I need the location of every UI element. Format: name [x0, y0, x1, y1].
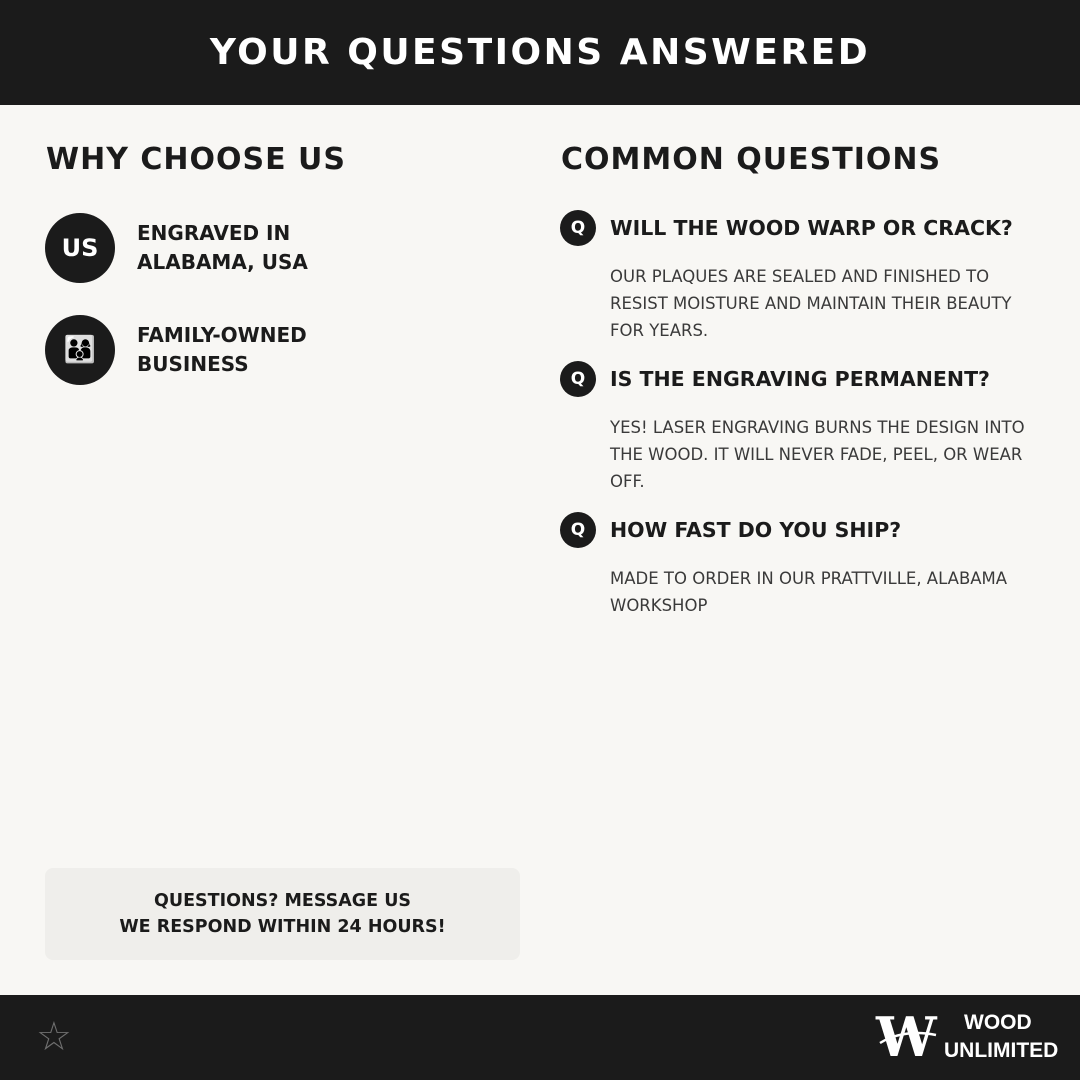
- contact-response-line: WE RESPOND WITHIN 24 HOURS!: [119, 917, 446, 937]
- faq-answer: OUR PLAQUES ARE SEALED AND FINISHED TO RESIST MOISTURE AND MAINTAIN THEIR BEAUTY FOR YEARS.: [610, 267, 1012, 340]
- logo-swoosh-icon: [878, 1029, 938, 1049]
- common-questions-heading: COMMON QUESTIONS: [561, 142, 942, 177]
- faq-question: IS THE ENGRAVING PERMANENT?: [610, 367, 990, 391]
- faq-item: [560, 361, 1040, 495]
- wood-unlimited-logo: [876, 1005, 1059, 1069]
- faq-answer: MADE TO ORDER IN OUR PRATTVILLE, ALABAMA WORKSHOP: [610, 569, 1008, 615]
- question-icon: Q: [560, 512, 596, 548]
- faq-question: WILL THE WOOD WARP OR CRACK?: [610, 216, 1013, 240]
- faq-item: [560, 512, 1040, 619]
- faq-question-row: [560, 361, 1040, 397]
- logo-wordmark: [944, 1009, 1058, 1065]
- question-icon: Q: [560, 361, 596, 397]
- feature-family-owned: [45, 315, 437, 385]
- header-bar: [0, 0, 1080, 105]
- logo-w-mark: W: [876, 1005, 937, 1069]
- logo-word-wood: WOOD: [964, 1011, 1032, 1034]
- feature-label: [137, 219, 437, 277]
- feature-label-line: ENGRAVED IN: [137, 221, 291, 245]
- contact-message-line: QUESTIONS? MESSAGE US: [153, 891, 412, 911]
- page-title: YOUR QUESTIONS ANSWERED: [209, 32, 871, 73]
- feature-label-line: BUSINESS: [137, 352, 249, 376]
- footer-bar: [0, 995, 1080, 1080]
- family-icon: 👨‍👩‍👦: [45, 315, 115, 385]
- faq-answer: YES! LASER ENGRAVING BURNS THE DESIGN INTO THE WOOD. IT WILL NEVER FADE, PEEL, OR WEAR OFF.: [610, 418, 1025, 491]
- why-choose-us-heading: WHY CHOOSE US: [46, 142, 347, 177]
- faq-question-row: [560, 210, 1040, 246]
- faq-item: [560, 210, 1040, 344]
- star-icon: ☆: [36, 1014, 72, 1060]
- us-badge-icon: US: [45, 213, 115, 283]
- logo-word-unlimited: UNLIMITED: [944, 1039, 1059, 1062]
- question-icon: Q: [560, 210, 596, 246]
- feature-label: [137, 321, 437, 379]
- feature-label-line: ALABAMA, USA: [137, 250, 308, 274]
- faq-question-row: [560, 512, 1040, 548]
- feature-engraved-in-usa: [45, 213, 437, 283]
- feature-label-line: FAMILY-OWNED: [137, 323, 307, 347]
- faq-question: HOW FAST DO YOU SHIP?: [610, 518, 902, 542]
- contact-callout: [45, 868, 520, 960]
